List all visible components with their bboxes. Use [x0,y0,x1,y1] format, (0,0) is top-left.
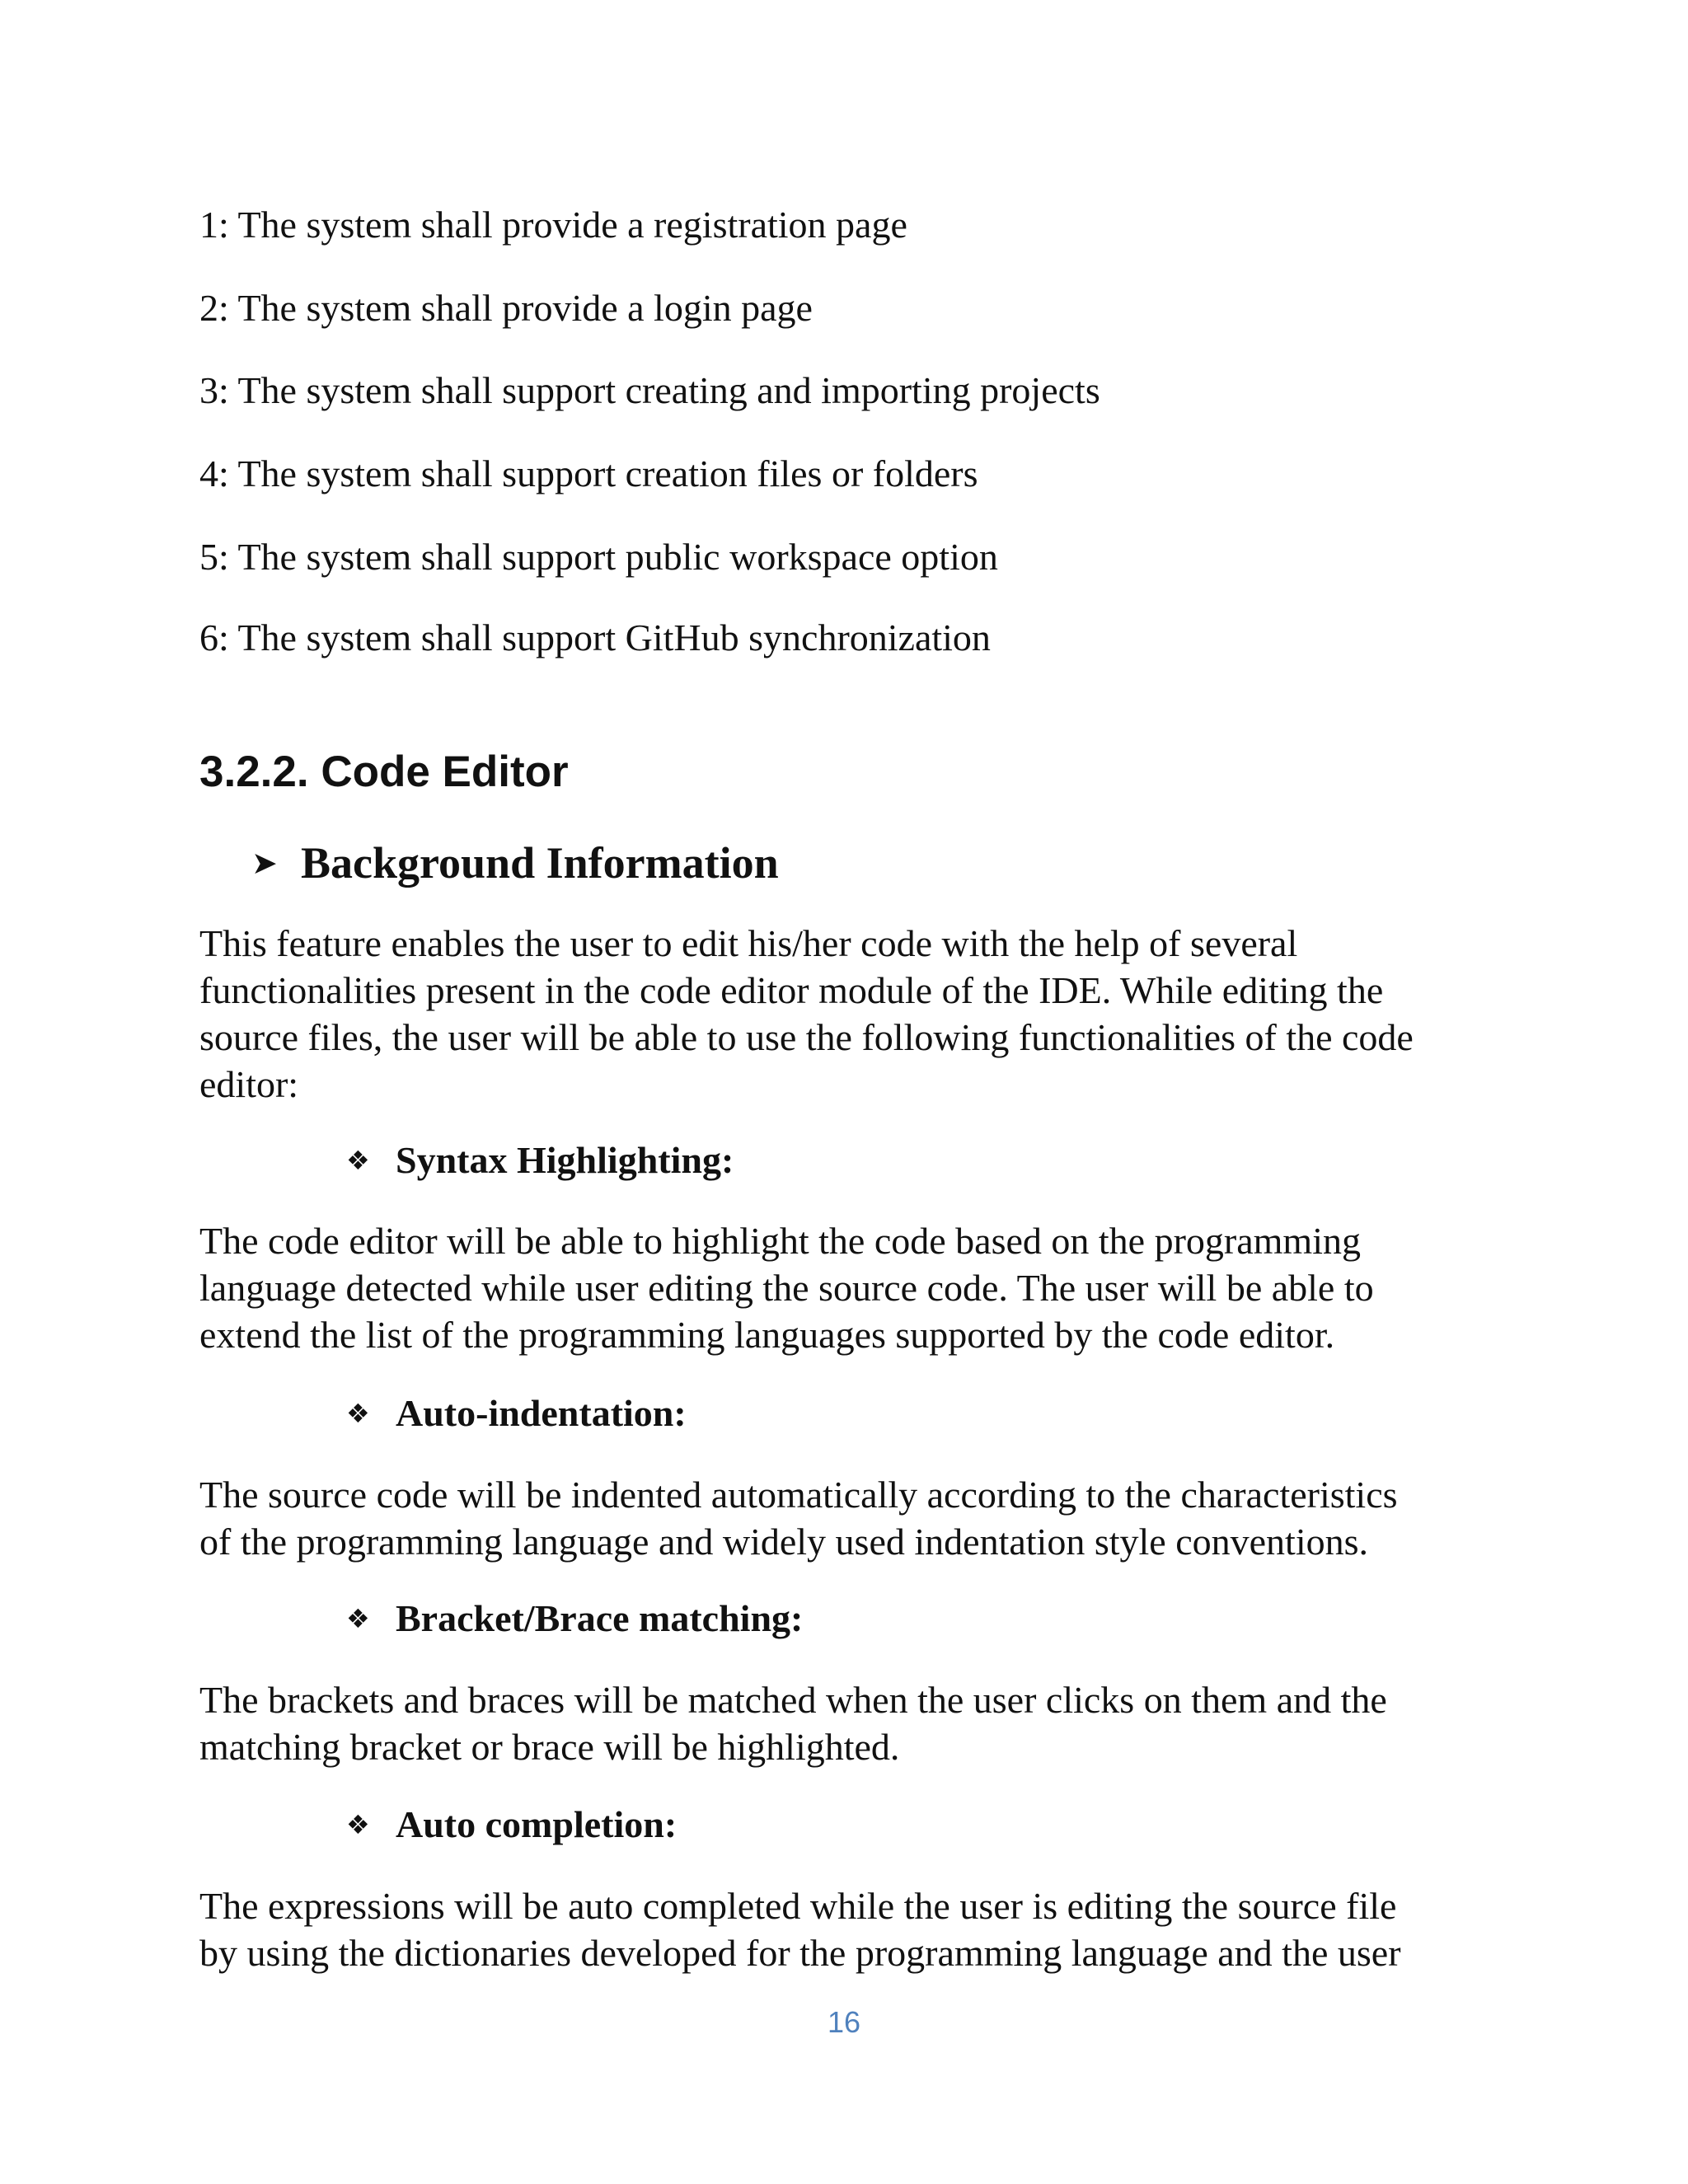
feature-heading-auto-indentation [346,1390,687,1436]
feature-title: Syntax Highlighting: [396,1139,734,1181]
subheading-label: Background Information [301,838,779,888]
feature-heading-syntax-highlighting [346,1137,734,1183]
subheading-background-information [251,837,779,889]
arrowhead-bullet-icon: ➤ [251,845,278,881]
intro-paragraph: This feature enables the user to edit his/her code with the help of several functionalities present in the code editor module of the IDE. While editing the source files, the user will be able to use the following functionalities of the code editor: [199,922,1414,1105]
requirement-4: 4: The system shall support creation files or folders [199,452,978,494]
feature-text-auto-indentation: The source code will be indented automatically according to the characteristics of the programming language and widely used indentation style conventions. [199,1474,1398,1563]
diamond-bullet-icon: ❖ [346,1145,370,1176]
requirement-5: 5: The system shall support public workspace option [199,536,998,578]
diamond-bullet-icon: ❖ [346,1398,370,1429]
requirement-6: 6: The system shall support GitHub synchronization [199,616,991,658]
feature-title: Auto-indentation: [396,1392,687,1434]
section-heading: 3.2.2. Code Editor [199,748,569,796]
diamond-bullet-icon: ❖ [346,1603,370,1634]
feature-text-auto-completion: The expressions will be auto completed while the user is editing the source file by using the dictionaries developed for the programming language and the user [199,1885,1401,1974]
diamond-bullet-icon: ❖ [346,1809,370,1840]
page-number: 16 [827,2005,861,2039]
feature-text-bracket-brace-matching: The brackets and braces will be matched when the user clicks on them and the matching bracket or brace will be highlighted. [199,1679,1387,1768]
feature-heading-auto-completion [346,1802,677,1848]
requirement-2: 2: The system shall provide a login page [199,287,813,329]
requirement-3: 3: The system shall support creating and importing projects [199,369,1100,411]
feature-heading-bracket-brace-matching [346,1596,803,1642]
feature-title: Bracket/Brace matching: [396,1597,804,1639]
requirement-1: 1: The system shall provide a registration page [199,204,907,246]
feature-title: Auto completion: [396,1803,678,1845]
feature-text-syntax-highlighting: The code editor will be able to highlight the code based on the programming language detected while user editing the source code. The user will be able to extend the list of the programming languages supported by the code editor. [199,1220,1374,1356]
